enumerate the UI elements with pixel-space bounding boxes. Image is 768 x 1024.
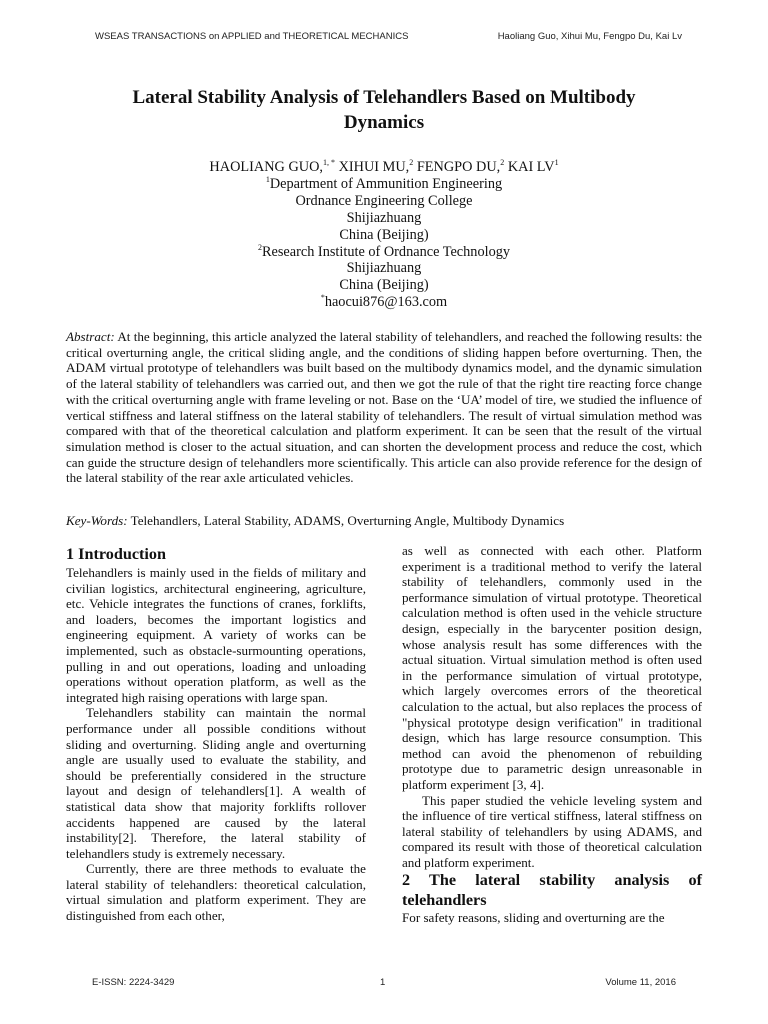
- footer-volume: Volume 11, 2016: [605, 977, 676, 988]
- paragraph: Telehandlers stability can maintain the normal performance under all possible conditions without sliding and overturning. Sliding angle and overturning angle are usually used to evaluate the stability, and should be preferentially considered in the structure layout and design of telehandlers[1]. A wealth of statistical data show that majority forklifts rollover accidents happened are caused by the lateral instability[2]. Therefore, the lateral stability of telehandlers study is extremely necessary.: [66, 705, 366, 861]
- left-column: [66, 543, 366, 924]
- section-heading-lateral-stability: 2 The lateral stability analysis of telehandlers: [402, 871, 702, 910]
- author-sup: 1: [554, 158, 559, 168]
- running-header: [95, 31, 682, 42]
- footer-issn: E-ISSN: 2224-3429: [92, 977, 175, 988]
- affiliation-1-dept: [100, 176, 668, 193]
- author-name: XIHUI MU,: [335, 159, 410, 175]
- author-name: FENGPO DU,: [413, 159, 501, 175]
- paragraph: This paper studied the vehicle leveling system and the influence of tire vertical stiffness, lateral stiffness on lateral stability of telehandlers by using ADAMS, and compared its result with those of theoretical calculation and platform experiment.: [402, 792, 702, 870]
- paragraph: as well as connected with each other. Platform experiment is a traditional method to verify the lateral stability of telehandlers, commonly used in the performance simulation of virtual prototype. Theoretical calculation method is often used in the vehicle structure design, especially in the barycenter position design, whose analysis result has some differences with the actual situation. Virtual simulation method is often used in the performance simulation of virtual prototype, which largely overcomes errors of the theoretical calculation to the actual, but also replaces the process of "physical prototype design verification" in traditional design, which has large resource consumption. This method can avoid the phenomenon of rebuilding prototype due to parametric design unreasonable in platform experiment [3, 4].: [402, 543, 702, 792]
- section-heading-introduction: 1 Introduction: [66, 545, 166, 563]
- paragraph: Currently, there are three methods to evaluate the lateral stability of telehandlers: theoretical calculation, virtual simulation and platform experiment. They are distinguished from each other,: [66, 861, 366, 924]
- author-sup: 1, *: [323, 158, 335, 168]
- abstract-label: Abstract:: [66, 329, 115, 344]
- authors-block: [100, 159, 668, 311]
- affiliation-2-country: China (Beijing): [339, 277, 429, 294]
- author-sup: 2: [500, 158, 505, 168]
- email-line: [100, 294, 668, 311]
- footer-page-number: 1: [380, 977, 386, 988]
- abstract-text: At the beginning, this article analyzed the lateral stability of telehandlers, and reached the following results: the critical overturning angle, the critical sliding angle, and the conditions of sliding happen before overturning. Then, the ADAM virtual prototype of telehandlers was built based on the multibody dynamics model, and the dynamic simulation of the lateral stability of telehandlers was carried out, and then we got the rule of that the right tire reacting force change with the critical overturning angle with frame leveling or not. Base on the ‘UA’ model of tire, we studied the influence of vertical stiffness and lateral stiffness on the lateral stability of telehandlers. The result of virtual simulation method was compared with that of the theoretical calculation and platform experiment. It can be seen that the result of the virtual simulation method is closer to the actual situation, and can shorten the development process and reduce the cost, which can guide the structure design of telehandlers more scientifically. This article can also provide reference for the design of the lateral stability of the rear axle articulated vehicles.: [66, 329, 702, 486]
- affiliation-2-inst: [100, 244, 668, 261]
- keywords-text: Telehandlers, Lateral Stability, ADAMS, Overturning Angle, Multibody Dynamics: [127, 513, 565, 528]
- affiliation-1-country: China (Beijing): [339, 226, 429, 243]
- abstract: [66, 329, 702, 486]
- paragraph: For safety reasons, sliding and overturning are the: [402, 910, 665, 926]
- author-name: KAI LV: [504, 159, 555, 175]
- author-line: [100, 159, 668, 176]
- affiliation-1-city: Shijiazhuang: [346, 209, 422, 226]
- email-sup: *: [320, 293, 325, 303]
- right-column: [402, 543, 702, 926]
- author-name: HAOLIANG GUO,: [209, 159, 323, 175]
- author-sup: 2: [409, 158, 414, 168]
- paper-title: Lateral Stability Analysis of Telehandlers Based on Multibody Dynamics: [132, 87, 636, 133]
- journal-name: WSEAS TRANSACTIONS on APPLIED and THEORETICAL MECHANICS: [95, 31, 409, 42]
- affiliation-text: Research Institute of Ordnance Technology: [261, 243, 511, 260]
- affiliation-2-city: Shijiazhuang: [346, 260, 422, 277]
- affiliation-text: Department of Ammunition Engineering: [269, 175, 503, 192]
- affiliation-sup: 2: [257, 242, 262, 252]
- paragraph: Telehandlers is mainly used in the fields of military and civilian logistics, architectural engineering, agriculture, etc. Vehicle integrates the functions of cranes, forklifts, and loaders, becomes the important logistics and engineering equipment. A variety of works can be implemented, such as obstacle-surmounting operations, pulling in and out operations, loading and unloading operations without operation platform, as well as the integrated high raising operations with large span.: [66, 565, 366, 705]
- email-address[interactable]: haocui876@163.com: [324, 294, 448, 311]
- keywords: [66, 513, 702, 529]
- affiliation-1-college: Ordnance Engineering College: [295, 192, 473, 209]
- affiliation-sup: 1: [265, 175, 270, 185]
- keywords-label: Key-Words:: [66, 513, 128, 528]
- header-authors: Haoliang Guo, Xihui Mu, Fengpo Du, Kai Lv: [497, 31, 682, 42]
